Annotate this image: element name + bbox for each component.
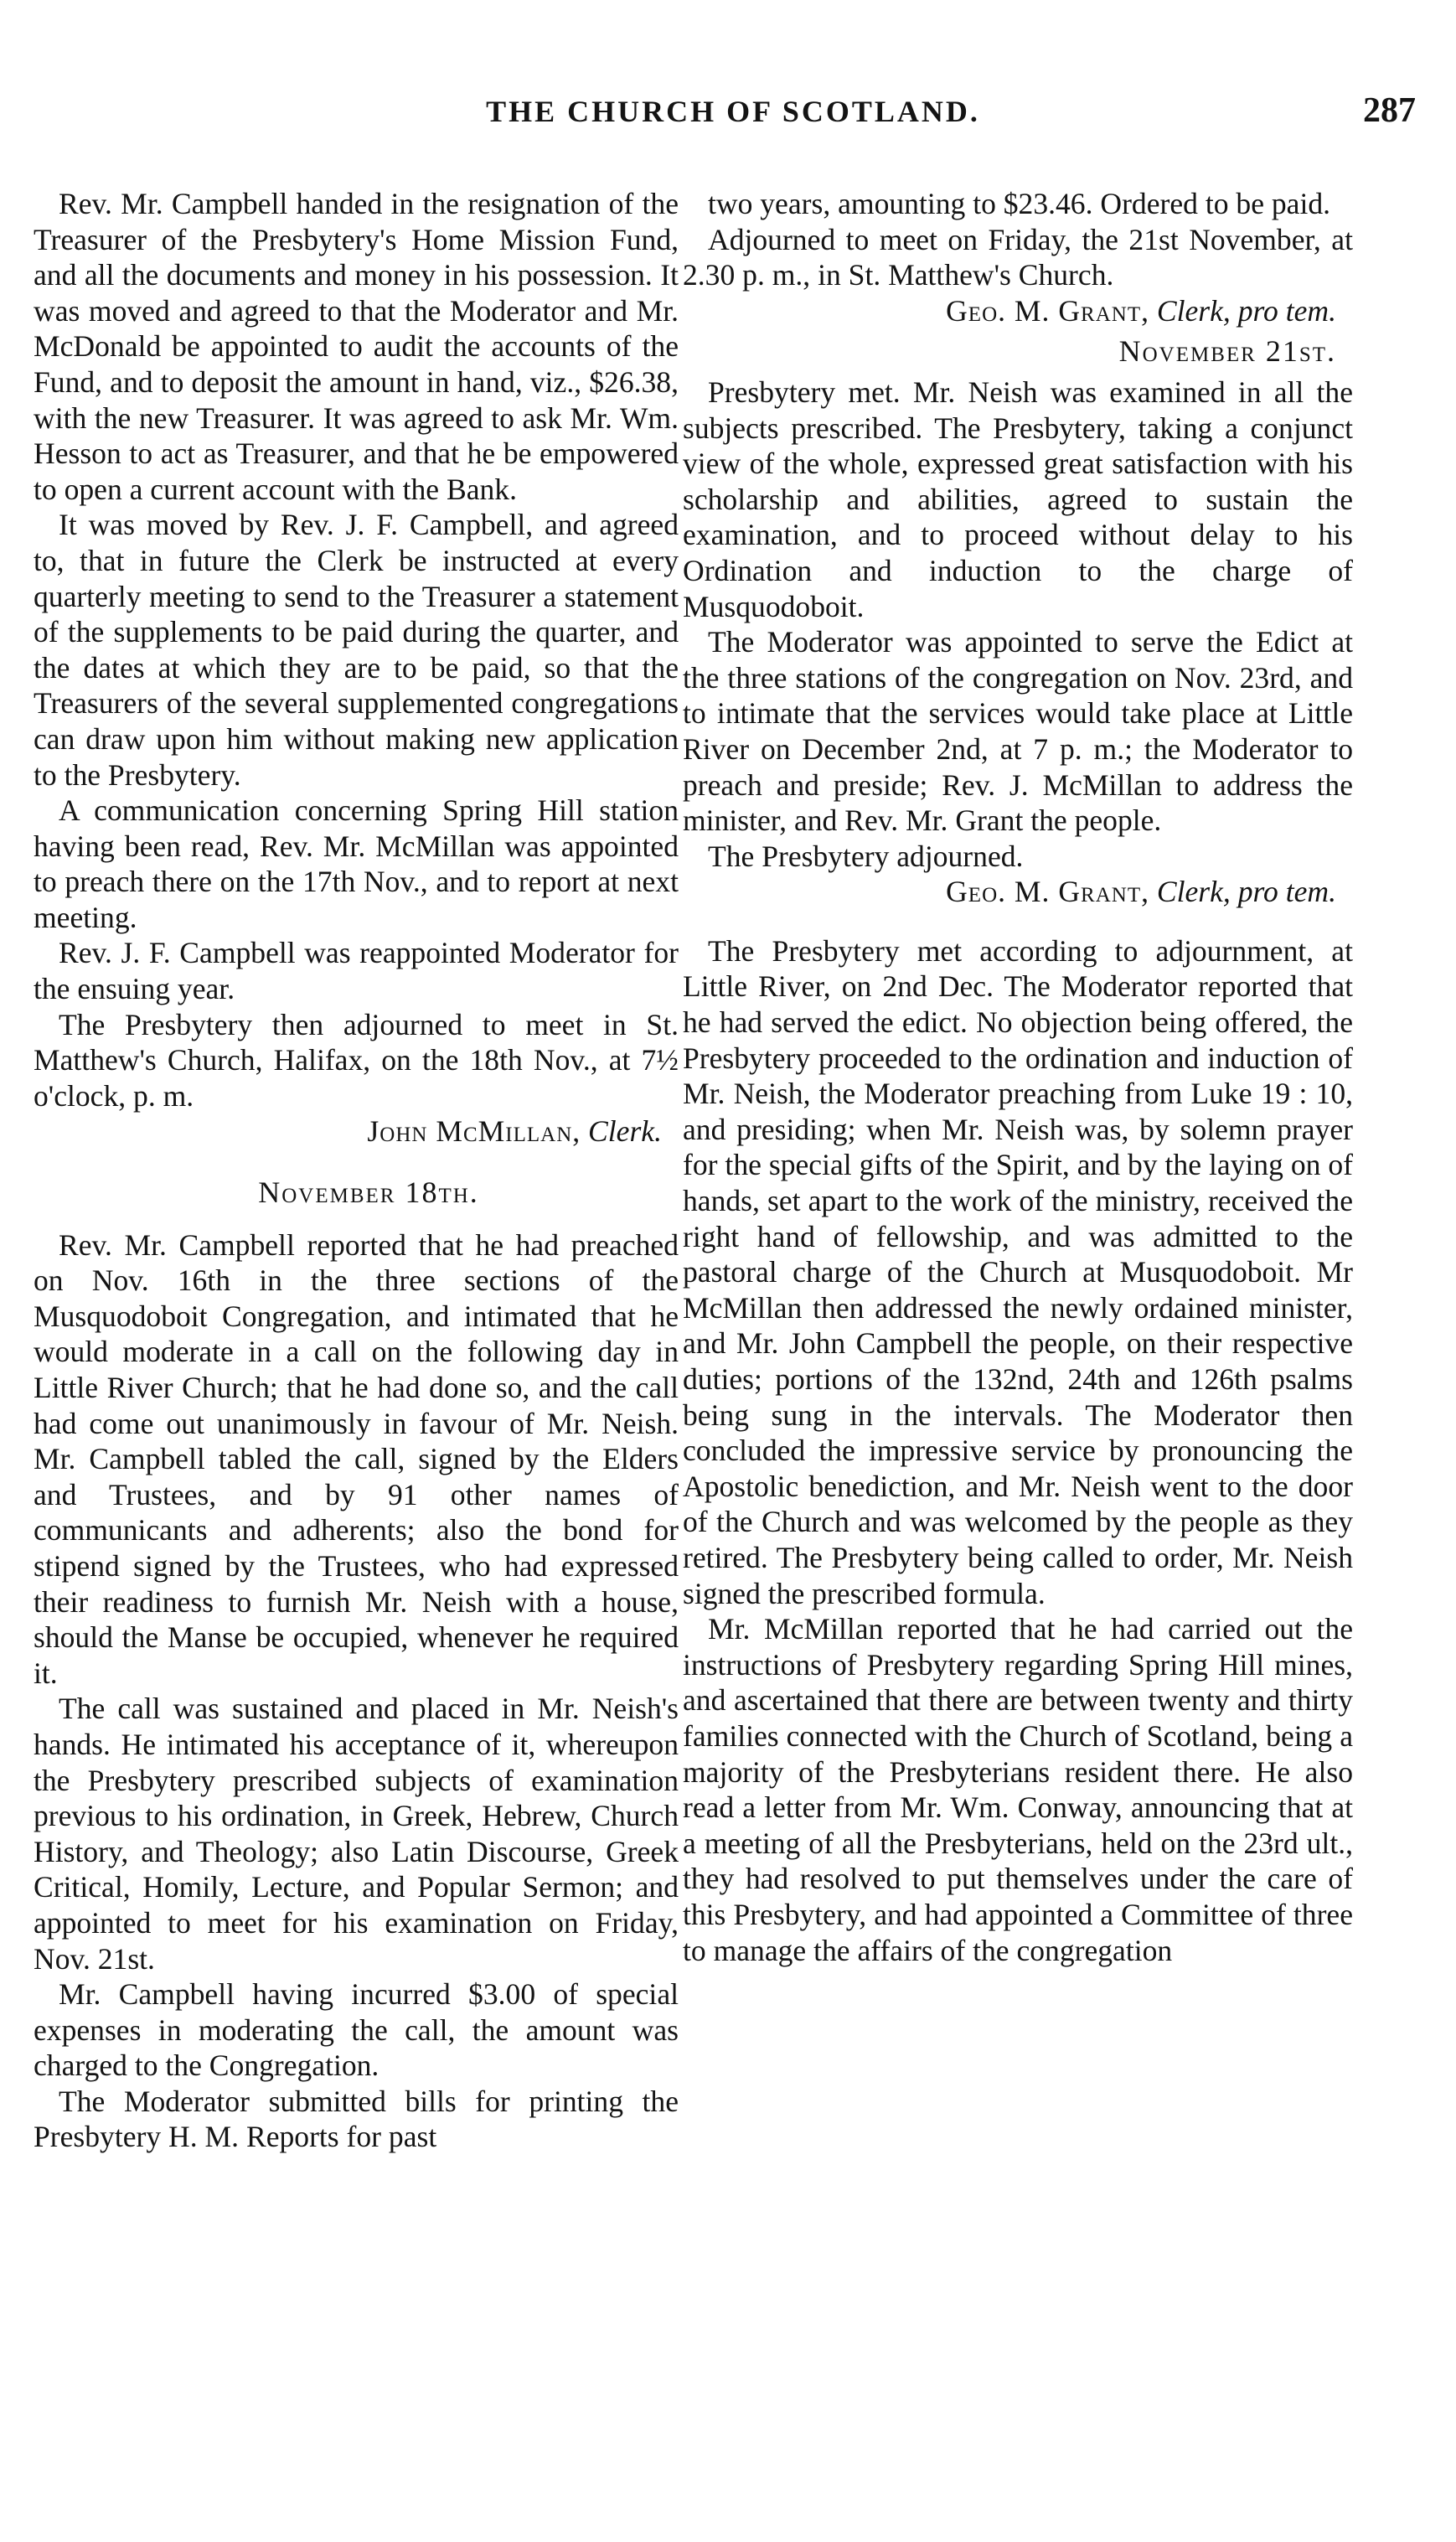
running-head: THE CHURCH OF SCOTLAND. (486, 95, 980, 128)
clerk-signature (683, 874, 1353, 910)
paragraph: two years, amounting to $23.46. Ordered to be paid. (708, 187, 1331, 220)
paragraph: It was moved by Rev. J. F. Campbell, and agreed to, that in future the Clerk be instructed at every quarterly meeting to send to the Treasurer a statement of the supplements to be paid during the quarter, and the dates at which they are to be paid, so that the Treasurers of the several supplemented congregations can draw upon him without making new application to the Presbytery. (34, 508, 679, 792)
right-column (683, 186, 1353, 1968)
signature-name: Geo. M. Grant, (946, 293, 1149, 328)
paragraph: Presbytery met. Mr. Neish was examined in all the subjects prescribed. The Presbytery, taking a conjunct view of the whole, expressed great satisfaction with his scholarship and abilities, agreed to sustain the examination, and to proceed without delay to his Ordination and induction to the charge of Musquodoboit. (683, 375, 1353, 623)
paragraph: Rev. Mr. Campbell handed in the resignation of the Treasurer of the Presbytery's Home Mission Fund, and all the documents and money in his possession. It was moved and agreed to that the Moderator and Mr. McDonald be appointed to audit the accounts of the Fund, and to deposit the amount in hand, viz., $26.38, with the new Treasurer. It was agreed to ask Mr. Wm. Hesson to act as Treasurer, and that he be empowered to open a current account with the Bank. (34, 187, 679, 506)
paragraph: The Presbytery adjourned. (708, 839, 1024, 873)
paragraph: Mr. McMillan reported that he had carried out the instructions of Presbytery regarding Spring Hill mines, and ascertained that there are between twenty and thirty families connected with the Church of Scotland, being a majority of the Presbyterians resident there. He also read a letter from Mr. Wm. Conway, announcing that at a meeting of all the Presbyterians, held on the 23rd ult., they had resolved to put themselves under the care of this Presbytery, and had appointed a Committee of three to manage the affairs of the congregation (683, 1612, 1353, 1967)
date-heading: November 21st. (1118, 334, 1336, 369)
paragraph: The Moderator was appointed to serve the Edict at the three stations of the congregation on Nov. 23rd, and to intimate that the services would take place at Little River on December 2nd, at 7 p. m.; the Moderator to preach and preside; Rev. J. McMillan to address the minister, and Rev. Mr. Grant the people. (683, 625, 1353, 838)
page-number: 287 (1363, 91, 1416, 130)
paragraph: Mr. Campbell having incurred $3.00 of special expenses in moderating the call, the amount was charged to the Congregation. (34, 1977, 679, 2083)
signature-role: Clerk. (588, 1114, 662, 1149)
clerk-signature (683, 293, 1353, 329)
paragraph: Rev. Mr. Campbell reported that he had preached on Nov. 16th in the three sections of the Musquodoboit Congregation, and intimated that he would moderate in a call on the following day in Little River Church; that he had done so, and the call had come out unanimously in favour of Mr. Neish. Mr. Campbell tabled the call, signed by the Elders and Trustees, and by 91 other names of communicants and adherents; also the bond for stipend signed by the Trustees, who had expressed their readiness to furnish Mr. Neish with a house, should the Manse be occupied, whenever he required it. (34, 1227, 679, 1690)
paragraph: The Moderator submitted bills for printing the Presbytery H. M. Reports for past (34, 2084, 679, 2154)
paragraph: A communication concerning Spring Hill station having been read, Rev. Mr. McMillan was appointed to preach there on the 17th Nov., and to report at next meeting. (34, 793, 679, 934)
left-column (34, 186, 679, 2155)
section-spacer (683, 910, 1353, 933)
paragraph: Rev. J. F. Campbell was reappointed Moderator for the ensuing year. (34, 936, 679, 1006)
signature-role: Clerk, pro tem. (1156, 875, 1336, 909)
page-header (34, 91, 1433, 144)
clerk-signature (34, 1113, 679, 1150)
paragraph: Adjourned to meet on Friday, the 21st November, at 2.30 p. m., in St. Matthew's Church. (683, 222, 1353, 292)
signature-role: Clerk, pro tem. (1156, 293, 1336, 328)
signature-name: John McMillan, (367, 1114, 581, 1149)
paragraph: The Presbytery met according to adjournment, at Little River, on 2nd Dec. The Moderator reported that he had served the edict. No objection being offered, the Presbytery proceeded to the ordination and induction of Mr. Neish, the Moderator preaching from Luke 19 : 10, and presiding; when Mr. Neish was, by solemn prayer for the special gifts of the Spirit, and by the laying on of hands, set apart to the work of the ministry, received the right hand of fellowship, and was admitted to the pastoral charge of the Church at Musquodoboit. Mr McMillan then addressed the newly ordained minister, and Mr. John Campbell the people, on their respective duties; portions of the 132nd, 24th and 126th psalms being sung in the intervals. The Moderator then concluded the impressive service by pronouncing the Apostolic benediction, and Mr. Neish went to the door of the Church and was welcomed by the people as they retired. The Presbytery being called to order, Mr. Neish signed the prescribed formula. (683, 933, 1353, 1610)
date-heading: November 18th. (258, 1175, 479, 1210)
signature-name: Geo. M. Grant, (946, 875, 1149, 909)
paragraph: The Presbytery then adjourned to meet in St. Matthew's Church, Halifax, on the 18th Nov., at 7½ o'clock, p. m. (34, 1007, 679, 1113)
paragraph: The call was sustained and placed in Mr. Neish's hands. He intimated his acceptance of it, whereupon the Presbytery prescribed subjects of examination previous to his ordination, in Greek, Hebrew, Church History, and Theology; also Latin Discourse, Greek Critical, Homily, Lecture, and Popular Sermon; and appointed to meet for his examination on Friday, Nov. 21st. (34, 1692, 679, 1976)
